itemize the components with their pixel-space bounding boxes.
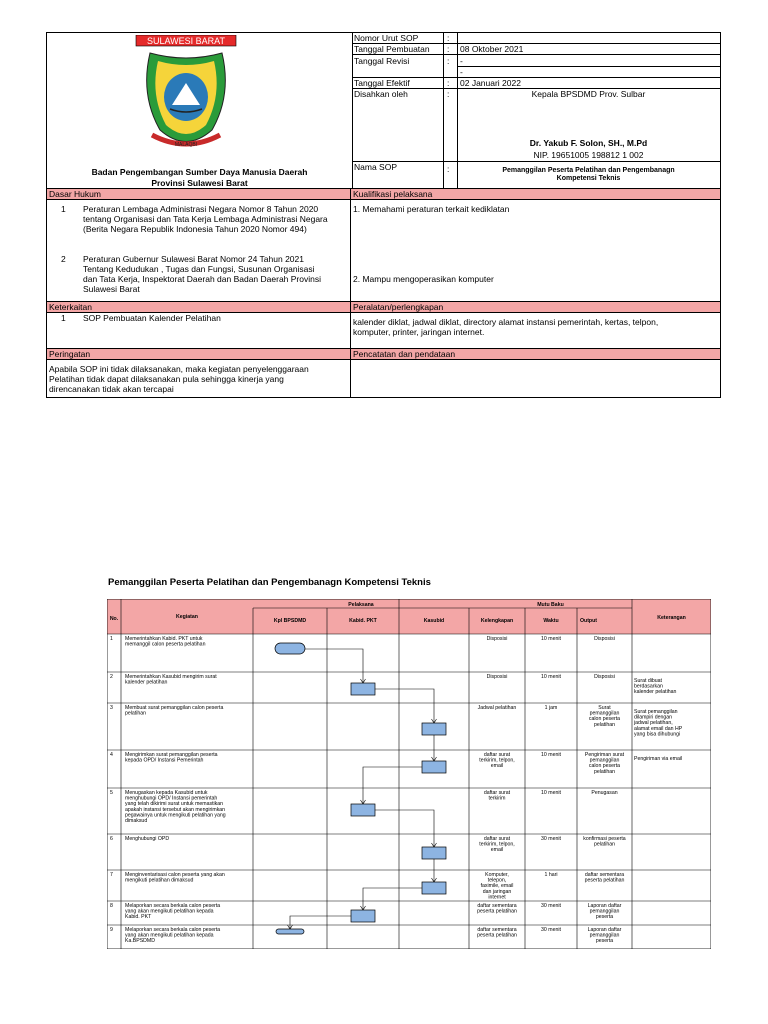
flow-row-keterangan: Surat pemanggilan <box>634 709 678 715</box>
section-peringatan: Peringatan <box>49 349 91 359</box>
flow-row-output: pemanggilan <box>589 710 620 717</box>
flow-process <box>351 804 375 816</box>
flow-row-kegiatan: Ka.BPSDMD <box>125 938 155 945</box>
flow-h-output: Output <box>580 618 597 624</box>
flow-row-kelengkapan: Disposisi <box>486 674 508 680</box>
flow-row-kelengkapan: email <box>490 763 504 770</box>
flow-border <box>107 599 711 949</box>
flow-row-keterangan: kalender pelatihan <box>634 689 677 696</box>
flow-row-output: peserta <box>595 938 614 945</box>
flow-row-no: 8 <box>110 903 113 909</box>
flow-row-output: peserta pelatihan <box>584 877 625 884</box>
nama-value-line1: Pemanggilan Peserta Pelatihan dan Pengembanagn <box>502 167 675 174</box>
section-peralatan: Peralatan/perlengkapan <box>353 302 444 312</box>
disahkan-value: Kepala BPSDMD Prov. Sulbar <box>531 89 646 99</box>
flow-row-kelengkapan: Jadwal pelatihan <box>477 705 517 711</box>
org-name-line1: Badan Pengembangan Sumber Daya Manusia Daerah <box>91 167 308 177</box>
flow-row-kelengkapan: peserta pelatihan <box>477 932 517 939</box>
flow-row-no: 6 <box>110 836 113 842</box>
flow-process <box>351 683 375 695</box>
section-keterkaitan: Keterkaitan <box>49 302 92 312</box>
svg-text:SULAWESI BARAT: SULAWESI BARAT <box>146 36 226 46</box>
flow-row-output: Laporan daftar <box>587 927 622 933</box>
flow-row-kelengkapan: peserta pelatihan <box>477 908 517 915</box>
flow-row-keterangan: alamat email dan HP <box>634 725 683 732</box>
flow-row-kegiatan: Membuat surat pemanggilan calon peserta <box>125 705 224 711</box>
flow-h-kelengkapan: Kelengkapan <box>480 618 514 624</box>
flow-process <box>422 847 446 859</box>
flow-row-kelengkapan: dan jaringan <box>482 888 512 895</box>
flow-row-no: 2 <box>110 674 113 680</box>
org-name-line2: Provinsi Sulawesi Barat <box>151 178 248 188</box>
flow-row-output: daftar sementara <box>584 872 625 878</box>
flow-connector <box>363 888 422 910</box>
flow-row-output: konfirmasi peserta <box>583 836 626 842</box>
flow-row-waktu: 10 menit <box>541 752 561 758</box>
flow-row-keterangan: berdasarkan <box>634 683 663 690</box>
flow-row-kelengkapan: daftar sementara <box>477 903 517 909</box>
flow-connector <box>302 649 363 683</box>
flow-row-waktu: 30 menit <box>541 903 561 909</box>
signer-nip: NIP. 19651005 198812 1 002 <box>533 150 644 160</box>
flow-row-waktu: 10 menit <box>541 674 561 680</box>
flow-row-keterangan: jadwal pelatihan, <box>634 720 673 727</box>
section-kualifikasi: Kualifikasi pelaksana <box>353 189 433 199</box>
flow-row-kegiatan: Menginventarisasi calon peserta yang akan <box>125 872 225 878</box>
flow-h-kegiatan: Kegiatan <box>176 614 198 620</box>
flow-row-keterangan: yang bisa dihubungi <box>634 731 681 738</box>
flow-row-kelengkapan: Disposisi <box>486 636 508 642</box>
flow-h-waktu: Waktu <box>543 618 559 624</box>
svg-text:MALAQBI: MALAQBI <box>174 142 198 148</box>
flow-row-no: 3 <box>110 705 113 711</box>
flow-row-no: 5 <box>110 790 113 796</box>
flow-row-keterangan: Pengiriman via email <box>634 756 683 762</box>
flow-row-kegiatan: kalender pelatihan <box>125 679 168 686</box>
flow-h-kpl: Kpl BPSDMD <box>273 618 307 624</box>
flow-title: Pemanggilan Peserta Pelatihan dan Pengembanagn Kompetensi Teknis <box>108 577 431 588</box>
flow-row-kelengkapan: faximile, email <box>480 883 514 890</box>
flow-row-kegiatan: pelatihan <box>125 710 147 717</box>
flow-row-waktu: 1 jam <box>544 705 558 711</box>
flow-row-kelengkapan: Komputer, <box>485 872 509 878</box>
flow-h-keterangan: Keterangan <box>657 615 686 621</box>
pembuatan-label: Tanggal Pembuatan <box>354 44 430 54</box>
flow-row-output: Surat <box>598 705 611 711</box>
flowchart-table <box>107 599 711 949</box>
flow-terminator <box>275 643 305 654</box>
flow-row-output: peserta <box>595 914 614 921</box>
flow-h-kabid: Kabid. PKT <box>349 618 377 624</box>
flow-terminator <box>276 929 304 934</box>
keterkaitan-item: SOP Pembuatan Kalender Pelatihan <box>83 313 221 323</box>
flow-row-keterangan: Surat dibuat <box>634 678 662 684</box>
flow-row-kegiatan: Menghubungi OPD <box>125 836 170 842</box>
flow-row-no: 1 <box>110 636 113 642</box>
flow-row-kelengkapan: terkirim, telpon, <box>479 841 515 848</box>
flow-row-kegiatan: Melaporkan secara berkala calon peserta <box>125 903 221 909</box>
flow-row-kegiatan: yang telah dikirimi surat untuk memastikan <box>125 801 224 808</box>
flow-row-output: Disposisi <box>594 674 615 680</box>
flow-row-kelengkapan: daftar sementara <box>477 927 517 933</box>
flow-row-kelengkapan: daftar surat <box>483 836 511 842</box>
revisi-label: Tanggal Revisi <box>354 56 410 66</box>
flow-connector <box>290 916 351 929</box>
flow-row-output: pemanggilan <box>589 932 620 939</box>
flow-row-kelengkapan: internet <box>488 894 506 901</box>
province-logo <box>130 35 242 155</box>
flow-row-kelengkapan: email <box>490 847 504 854</box>
flow-process <box>422 761 446 773</box>
flow-row-kegiatan: Memerintahkan Kabid. PKT untuk <box>125 636 203 642</box>
flow-row-kegiatan: apakah instansi tersebut akan mengirimkan <box>125 806 226 813</box>
flow-row-waktu: 10 menit <box>541 636 561 642</box>
flow-row-kegiatan: mengikuti pelatihan dimaksud <box>125 877 194 884</box>
flow-connector <box>375 689 434 723</box>
flow-process <box>422 723 446 735</box>
kualifikasi-2: 2. Mampu mengoperasikan komputer <box>353 274 494 284</box>
flow-row-output: Disposisi <box>594 636 615 642</box>
flow-process <box>351 910 375 922</box>
flow-connector <box>363 767 422 804</box>
section-pencatatan: Pencatatan dan pendataan <box>353 349 456 359</box>
flow-row-kegiatan: memanggil calon peserta pelatihan <box>125 641 206 648</box>
flow-row-no: 9 <box>110 927 113 933</box>
flow-row-kegiatan: Memerintahkan Kasubid mengirim surat <box>125 674 217 680</box>
flow-row-output: pemanggilan <box>589 908 620 915</box>
disahkan-label: Disahkan oleh <box>354 89 408 99</box>
flow-row-kegiatan: Kabid. PKT <box>125 914 152 921</box>
flow-process <box>422 882 446 894</box>
flow-h-mutu: Mutu Baku <box>537 602 564 608</box>
flow-row-kelengkapan: terkirim <box>488 795 506 802</box>
flow-h-pelaksana: Pelaksana <box>348 602 374 608</box>
flow-row-output: Penugasan <box>591 790 618 796</box>
flow-row-no: 4 <box>110 752 113 758</box>
flow-row-kegiatan: kepada OPD/ Instansi Pemerintah <box>125 757 204 764</box>
section-dasar-hukum: Dasar Hukum <box>49 189 101 199</box>
flow-row-kegiatan: yang akan mengikuti pelatihan kepada <box>125 932 214 939</box>
flow-row-kelengkapan: daftar surat <box>483 790 511 796</box>
flow-row-kegiatan: menghubungi OPD/ Instansi pemerintah <box>125 795 218 802</box>
flow-row-output: Pengiriman surat <box>584 752 625 758</box>
flow-h-kasubid: Kasubid <box>423 618 445 624</box>
nomor-label: Nomor Urut SOP <box>354 33 419 43</box>
flow-row-kegiatan: Melaporkan secara berkala calon peserta <box>125 927 221 933</box>
flow-row-output: pelatihan <box>593 721 616 728</box>
flow-row-kelengkapan: daftar surat <box>483 752 511 758</box>
nama-label: Nama SOP <box>354 162 397 172</box>
flow-row-output: pelatihan <box>593 841 616 848</box>
nama-value-line2: Kompetensi Teknis <box>556 175 621 182</box>
flow-row-kegiatan: Mengirimkan surat pemanggilan peserta <box>125 752 218 758</box>
flow-row-kegiatan: pegawainya untuk mengikuti pelatihan yang <box>125 812 226 819</box>
pembuatan-value: 08 Oktober 2021 <box>460 44 524 54</box>
flow-row-kelengkapan: terkirim, telpon, <box>479 757 515 764</box>
flow-row-keterangan: dilampiri dengan <box>634 714 673 721</box>
flow-row-kegiatan: Menugaskan kepada Kasubid untuk <box>125 790 208 796</box>
flow-row-waktu: 30 menit <box>541 836 561 842</box>
flow-row-waktu: 30 menit <box>541 927 561 933</box>
flow-row-waktu: 10 menit <box>541 790 561 796</box>
flow-row-kegiatan: dimaksud <box>125 818 148 824</box>
flow-row-waktu: 1 hari <box>544 872 558 878</box>
flow-row-kegiatan: yang akan mengikuti pelatihan kepada <box>125 908 214 915</box>
kualifikasi-1: 1. Memahami peraturan terkait kediklatan <box>353 204 510 214</box>
flow-row-output: pelatihan <box>593 768 616 775</box>
efektif-label: Tanggal Efektif <box>354 78 410 88</box>
flow-row-output: calon peserta <box>588 716 621 723</box>
efektif-value: 02 Januari 2022 <box>460 78 521 88</box>
flow-row-kelengkapan: telepon, <box>487 877 507 884</box>
flow-h-no: No. <box>109 616 119 622</box>
flow-row-output: pemanggilan <box>589 757 620 764</box>
flow-connector <box>375 810 434 847</box>
flow-row-output: Laporan daftar <box>587 903 622 909</box>
signer-name: Dr. Yakub F. Solon, SH., M.Pd <box>529 138 648 148</box>
flow-row-no: 7 <box>110 872 113 878</box>
sop-header-table: SULAWESI BARAT MALAQBI Badan Pengembangan Sumber Daya Manusia Daerah Provinsi Sulawesi Barat Nomor Urut SOP : Tanggal Pembuatan : 08 Oktober 2021 Tanggal Revisi : - - Tanggal Efektif : 02 Januari 2022 Disahkan oleh : Kepala BPSDMD Prov. Sulbar Dr. Yakub F. Solon, SH., M.Pd NIP. 19651005 198812 1 002 Nama SOP : Pemanggilan Peserta Pelatihan dan Pengembanagn Kompetensi Teknis Dasar Hukum Kualifikasi pelaksana 1 Peraturan Lembaga Administrasi Negara Nomor 8 Tahun 2020 tentang Organisasi dan Tata Kerja Lembaga Administrasi Negara (Berita Negara Republik Indonesia Tahun 2020 Nomor 494) 2 Peraturan Gubernur Sulawesi Barat Nomor 24 Tahun 2021 Tentang Kedudukan , Tugas dan Fungsi, Susunan Organisasi dan Tata Kerja, Inspektorat Daerah dan Badan Daerah Provinsi Sulawesi Barat 1. Memahami peraturan terkait kediklatan 2. Mampu mengoperasikan komputer Keterkaitan Peralatan/perlengkapan 1 SOP Pembuatan Kalender Pelatihan kalender diklat, jadwal diklat, directory alamat instansi pemerintah, kertas, telpon, komputer, printer, jaringan internet. Peringatan Pencatatan dan pendataan Apabila SOP ini tidak dilaksanakan, maka kegiatan penyelenggaraan Pelatihan tidak dapat dilaksanakan pula sehingga kinerja yang direncanakan tidak akan tercapai <box>46 32 721 398</box>
flow-row-output: calon peserta <box>588 763 621 770</box>
